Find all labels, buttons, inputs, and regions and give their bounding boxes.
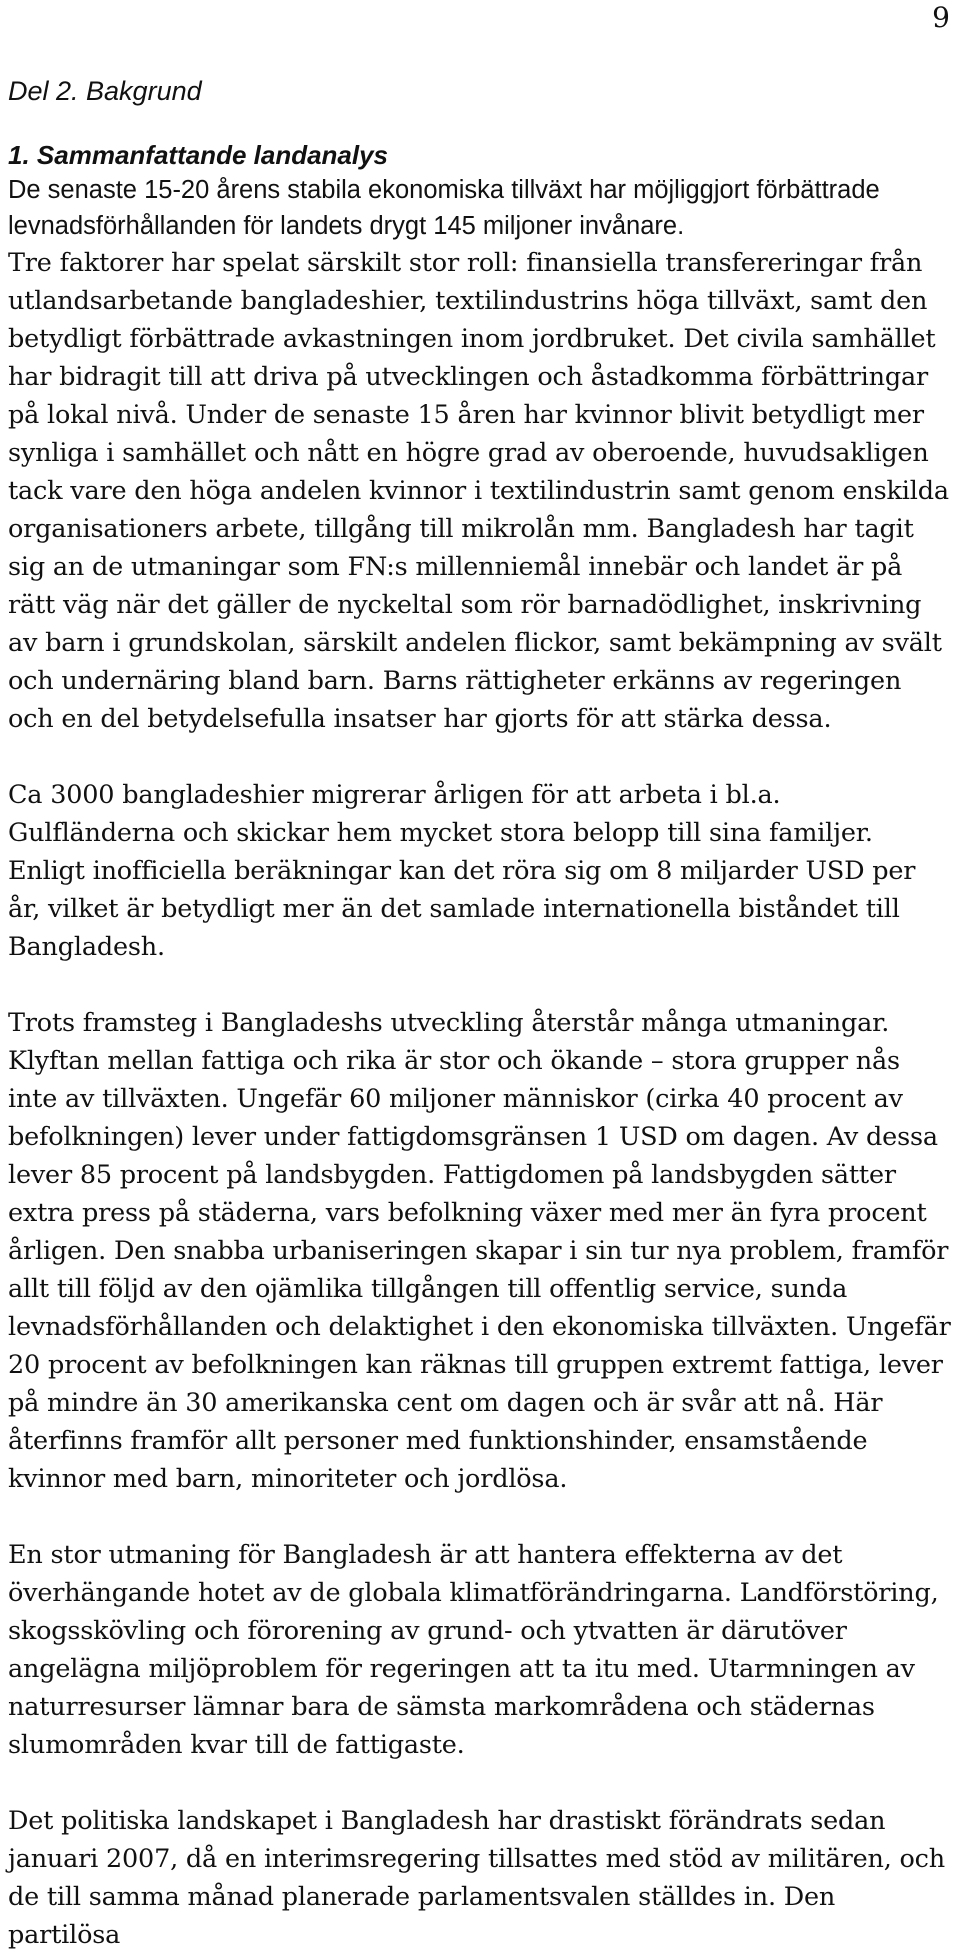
lead-paragraph: De senaste 15-20 årens stabila ekonomiska tillväxt har möjliggjort förbättrade levnadsförhållanden för landets drygt 145 miljoner invånare.	[8, 176, 880, 240]
paragraph-growth-factors: Tre faktorer har spelat särskilt stor roll: finansiella transfereringar från utlandsarbetande bangladeshier, textilindustrins höga tillväxt, samt den betydligt förbättrade avkastningen inom jordbruket. Det civila samhället har bidragit till att driva på utvecklingen och åstadkomma förbättringar på lokal nivå. Under de senaste 15 åren har kvinnor blivit betydligt mer synliga i samhället och nått en högre grad av oberoende, huvudsakligen tack vare den höga andelen kvinnor i textilindustrin samt genom enskilda organisationers arbete, tillgång till mikrolån mm. Bangladesh har tagit sig an de utmaningar som FN:s millenniemål innebär och landet är på rätt väg när det gäller de nyckeltal som rör barnadödlighet, inskrivning av barn i grundskolan, särskilt andelen flickor, samt bekämpning av svält och undernäring bland barn. Barns rättigheter erkänns av regeringen och en del betydelsefulla insatser har gjorts för att stärka dessa.	[8, 248, 949, 734]
paragraph-climate: En stor utmaning för Bangladesh är att hantera effekterna av det överhängande hotet av de globala klimatförändringarna. Landförstöring, skogsskövling och förorening av grund- och ytvatten är därutöver angelägna miljöproblem för regeringen att ta itu med. Utarmningen av naturresurser lämnar bara de sämsta markområdena och städernas slumområden kvar till de fattigaste.	[8, 1540, 939, 1760]
page-number: 9	[932, 1, 950, 34]
section-heading: 1. Sammanfattande landanalys	[8, 140, 389, 170]
paragraph-gap	[8, 738, 952, 776]
paragraph-gap	[8, 1764, 952, 1802]
paragraph-gap	[8, 966, 952, 1004]
page-content	[8, 74, 952, 1954]
part-heading: Del 2. Bakgrund	[8, 76, 202, 106]
paragraph-migration: Ca 3000 bangladeshier migrerar årligen för att arbeta i bl.a. Gulfländerna och skickar hem mycket stora belopp till sina familjer. Enligt inofficiella beräkningar kan det röra sig om 8 miljarder USD per år, vilket är betydligt mer än det samlade internationella biståndet till Bangladesh.	[8, 780, 916, 962]
paragraph-challenges: Trots framsteg i Bangladeshs utveckling återstår många utmaningar. Klyftan mellan fattiga och rika är stor och ökande – stora grupper nås inte av tillväxten. Ungefär 60 miljoner människor (cirka 40 procent av befolkningen) lever under fattigdomsgränsen 1 USD om dagen. Av dessa lever 85 procent på landsbygden. Fattigdomen på landsbygden sätter extra press på städerna, vars befolkning växer med mer än fyra procent årligen. Den snabba urbaniseringen skapar i sin tur nya problem, framför allt till följd av den ojämlika tillgången till offentlig service, sunda levnadsförhållanden och delaktighet i den ekonomiska tillväxten. Ungefär 20 procent av befolkningen kan räknas till gruppen extremt fattiga, lever på mindre än 30 amerikanska cent om dagen och är svår att nå. Här återfinns framför allt personer med funktionshinder, ensamstående kvinnor med barn, minoriteter och jordlösa.	[8, 1008, 951, 1494]
paragraph-gap	[8, 1498, 952, 1536]
paragraph-politics: Det politiska landskapet i Bangladesh har drastiskt förändrats sedan januari 2007, då en interimsregering tillsattes med stöd av militären, och de till samma månad planerade parlamentsvalen ställdes in. Den partilösa	[8, 1806, 945, 1950]
